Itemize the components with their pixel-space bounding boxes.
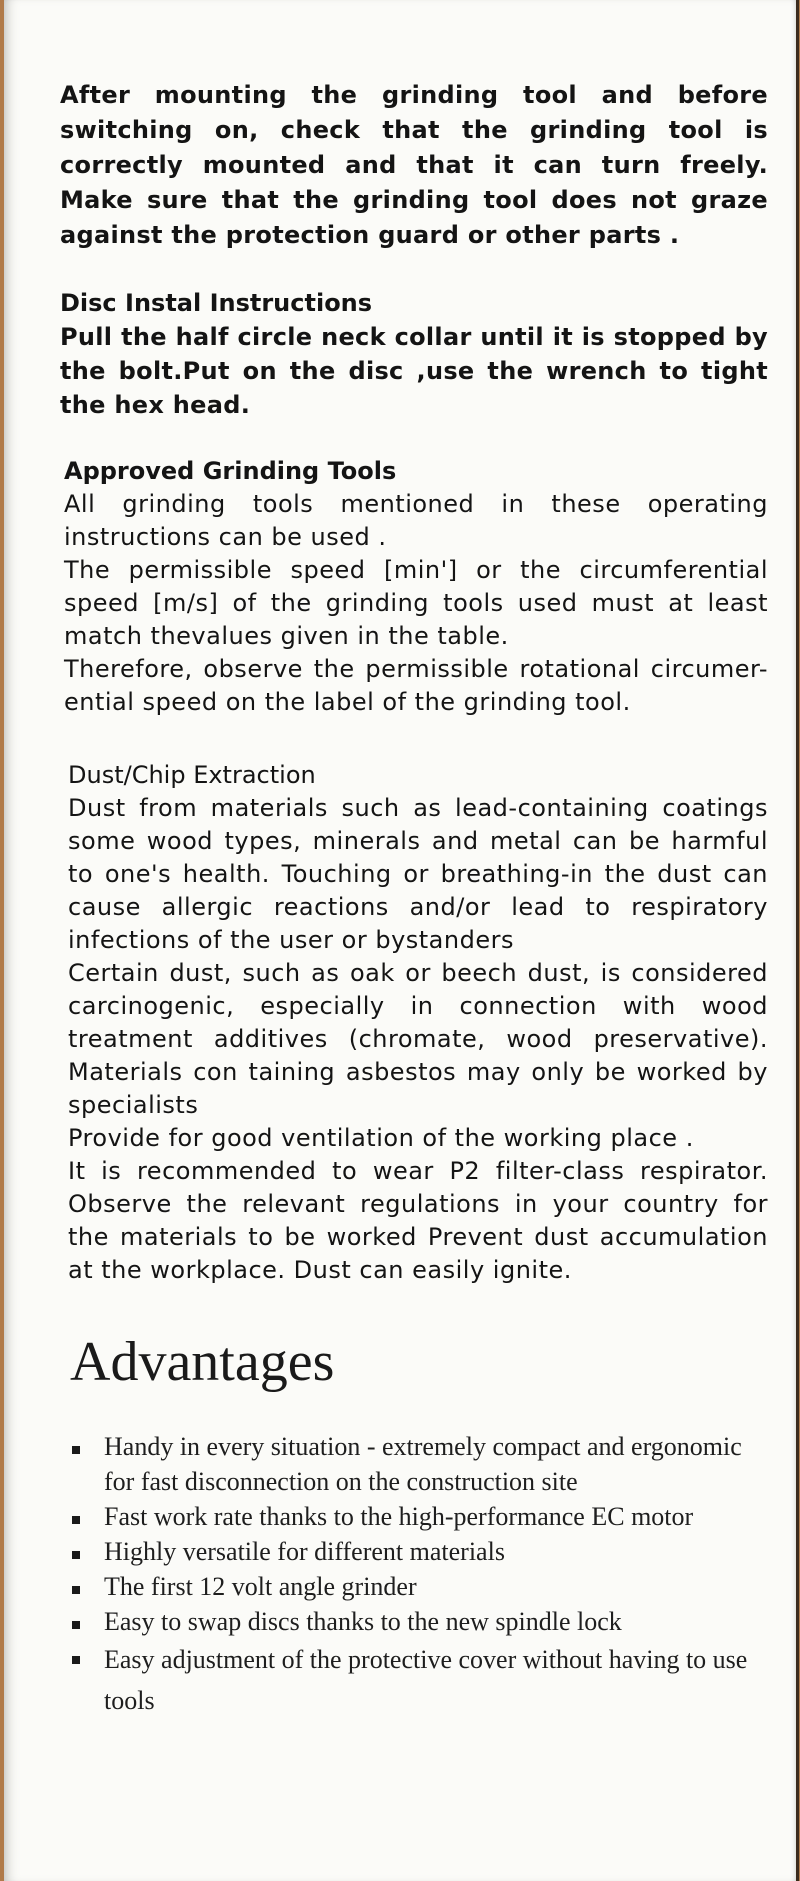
intro-paragraph: After mounting the grinding tool and before switching on, check that the grinding tool is correctly mounted and that it can turn freely. Make sure that the grinding tool does not graze against the protection guard or other parts .	[60, 81, 768, 249]
dust-extraction-paragraph: It is recommended to wear P2 filter-class respirator. Observe the relevant regulations in your country for the materials to be worked Prevent dust accumulation at the workplace. Dust can easily ignite.	[68, 1157, 768, 1284]
advantages-title: Advantages	[70, 1331, 335, 1393]
dust-extraction-heading: Dust/Chip Extraction	[68, 761, 316, 789]
advantage-text: The first 12 volt angle grinder	[104, 1572, 417, 1601]
bullet-icon	[72, 1656, 80, 1664]
advantage-text: Easy to swap discs thanks to the new spindle lock	[104, 1607, 622, 1636]
approved-tools-paragraph: Therefore, observe the permissible rotational circumer-ential speed on the label of the grinding tool.	[64, 655, 768, 716]
approved-tools-paragraph: All grinding tools mentioned in these operating instructions can be used .	[64, 490, 768, 551]
dust-extraction-paragraph: Certain dust, such as oak or beech dust, is considered carcinogenic, especially in connection with wood treatment additives (chromate, wood preservative). Materials con taining asbestos may only be worked by specialists	[68, 959, 768, 1119]
approved-tools-heading: Approved Grinding Tools	[64, 457, 397, 485]
dust-extraction-paragraph: Dust from materials such as lead-containing coatings some wood types, minerals and metal can be harmful to one's health. Touching or breathing-in the dust can cause allergic reactions and/or lead to respiratory infections of the user or bystanders	[68, 794, 768, 954]
advantage-text: Fast work rate thanks to the high-performance EC motor	[104, 1502, 694, 1531]
advantage-text: Highly versatile for different materials	[104, 1537, 505, 1566]
approved-tools-section	[64, 455, 768, 719]
list-item	[70, 1569, 770, 1604]
disc-install-heading: Disc Instal Instructions	[60, 289, 373, 317]
bullet-icon	[72, 1446, 80, 1454]
advantage-text: Easy adjustment of the protective cover without having to use tools	[104, 1645, 748, 1715]
disc-install-section	[60, 286, 768, 422]
list-item	[70, 1534, 770, 1569]
bullet-icon	[72, 1586, 80, 1594]
dust-extraction-paragraph: Provide for good ventilation of the working place .	[68, 1124, 694, 1152]
list-item	[70, 1604, 770, 1639]
list-item	[70, 1499, 770, 1534]
bullet-icon	[72, 1516, 80, 1524]
disc-install-text: Pull the half circle neck collar until it is stopped by the bolt.Put on the disc ,use the wrench to tight the hex head.	[60, 323, 768, 419]
document-page	[4, 0, 799, 1881]
bullet-icon	[72, 1551, 80, 1559]
bullet-icon	[72, 1621, 80, 1629]
advantages-list	[70, 1429, 770, 1721]
advantage-text: Handy in every situation - extremely compact and ergonomic for fast disconnection on the construction site	[104, 1432, 742, 1496]
dust-extraction-section	[68, 759, 768, 1287]
approved-tools-paragraph: The permissible speed [min'] or the circumferential speed [m/s] of the grinding tools used must at least match thevalues given in the table.	[64, 556, 768, 650]
list-item	[70, 1429, 770, 1499]
list-item	[70, 1639, 770, 1721]
